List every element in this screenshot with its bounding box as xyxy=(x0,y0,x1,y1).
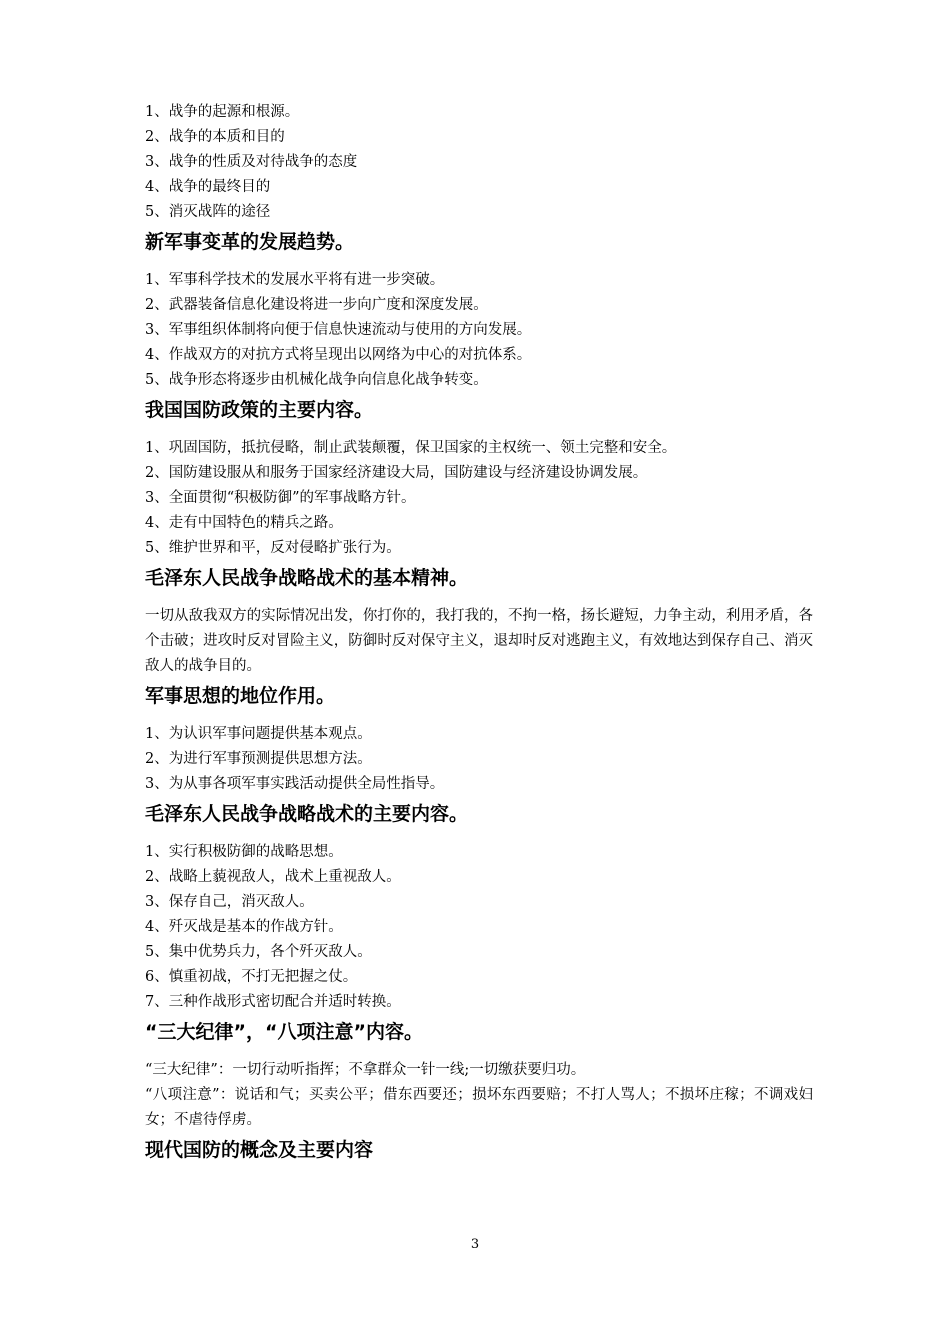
list-item: 5、集中优势兵力，各个歼灭敌人。 xyxy=(145,944,372,960)
section-heading: 现代国防的概念及主要内容 xyxy=(145,1139,374,1161)
list-item: 5、消灭战阵的途径 xyxy=(145,204,271,220)
discipline-paragraph: “三大纪律”：一切行动听指挥；不拿群众一针一线;一切缴获要归功。 xyxy=(145,1062,586,1078)
page-number: 3 xyxy=(470,1237,480,1252)
section-heading: 军事思想的地位作用。 xyxy=(145,685,336,707)
war-list xyxy=(145,100,813,225)
list-item: 2、国防建设服从和服务于国家经济建设大局，国防建设与经济建设协调发展。 xyxy=(145,465,648,481)
spirit-paragraph: 一切从敌我双方的实际情况出发，你打你的，我打我的，不拘一格，扬长避短，力争主动，利用矛盾，各个击破；进攻时反对冒险主义，防御时反对保守主义，退却时反对逃跑主义，有效地达到保存自己、消灭敌人的战争目的。 xyxy=(145,608,813,674)
list-item: 4、歼灭战是基本的作战方针。 xyxy=(145,919,343,935)
list-item: 3、为从事各项军事实践活动提供全局性指导。 xyxy=(145,776,445,792)
section-heading: 我国国防政策的主要内容。 xyxy=(145,399,374,421)
list-item: 5、战争形态将逐步由机械化战争向信息化战争转变。 xyxy=(145,372,488,388)
list-item: 7、三种作战形式密切配合并适时转换。 xyxy=(145,994,401,1010)
section-heading: 毛泽东人民战争战略战术的基本精神。 xyxy=(145,567,469,589)
list-item: 2、为进行军事预测提供思想方法。 xyxy=(145,751,372,767)
list-item: 6、慎重初战，不打无把握之仗。 xyxy=(145,969,358,985)
section-heading: “三大纪律”，“八项注意”内容。 xyxy=(145,1021,423,1043)
list-item: 4、战争的最终目的 xyxy=(145,179,271,195)
list-item: 5、维护世界和平，反对侵略扩张行为。 xyxy=(145,540,401,556)
revolution-list xyxy=(145,268,813,393)
list-item: 3、军事组织体制将向便于信息快速流动与使用的方向发展。 xyxy=(145,322,532,338)
list-item: 1、为认识军事问题提供基本观点。 xyxy=(145,726,372,742)
attention-paragraph: “八项注意”：说话和气；买卖公平；借东西要还；损坏东西要赔；不打人骂人；不损坏庄稼；不调戏妇女；不虐待俘虏。 xyxy=(145,1087,813,1128)
list-item: 3、战争的性质及对待战争的态度 xyxy=(145,154,358,170)
list-item: 2、战争的本质和目的 xyxy=(145,129,285,145)
list-item: 2、战略上藐视敌人，战术上重视敌人。 xyxy=(145,869,401,885)
list-item: 3、保存自己，消灭敌人。 xyxy=(145,894,314,910)
section-heading: 新军事变革的发展趋势。 xyxy=(145,231,355,253)
list-item: 1、巩固国防，抵抗侵略，制止武装颠覆，保卫国家的主权统一、领土完整和安全。 xyxy=(145,440,677,456)
policy-list xyxy=(145,436,813,561)
list-item: 2、武器装备信息化建设将进一步向广度和深度发展。 xyxy=(145,297,488,313)
list-item: 1、实行积极防御的战略思想。 xyxy=(145,844,343,860)
thought-list xyxy=(145,722,813,797)
content-list xyxy=(145,840,813,1015)
list-item: 4、作战双方的对抗方式将呈现出以网络为中心的对抗体系。 xyxy=(145,347,532,363)
list-item: 1、战争的起源和根源。 xyxy=(145,104,300,120)
list-item: 4、走有中国特色的精兵之路。 xyxy=(145,515,343,531)
section-heading: 毛泽东人民战争战略战术的主要内容。 xyxy=(145,803,469,825)
document-page xyxy=(145,100,813,1176)
list-item: 3、全面贯彻“积极防御”的军事战略方针。 xyxy=(145,490,416,506)
list-item: 1、军事科学技术的发展水平将有进一步突破。 xyxy=(145,272,445,288)
